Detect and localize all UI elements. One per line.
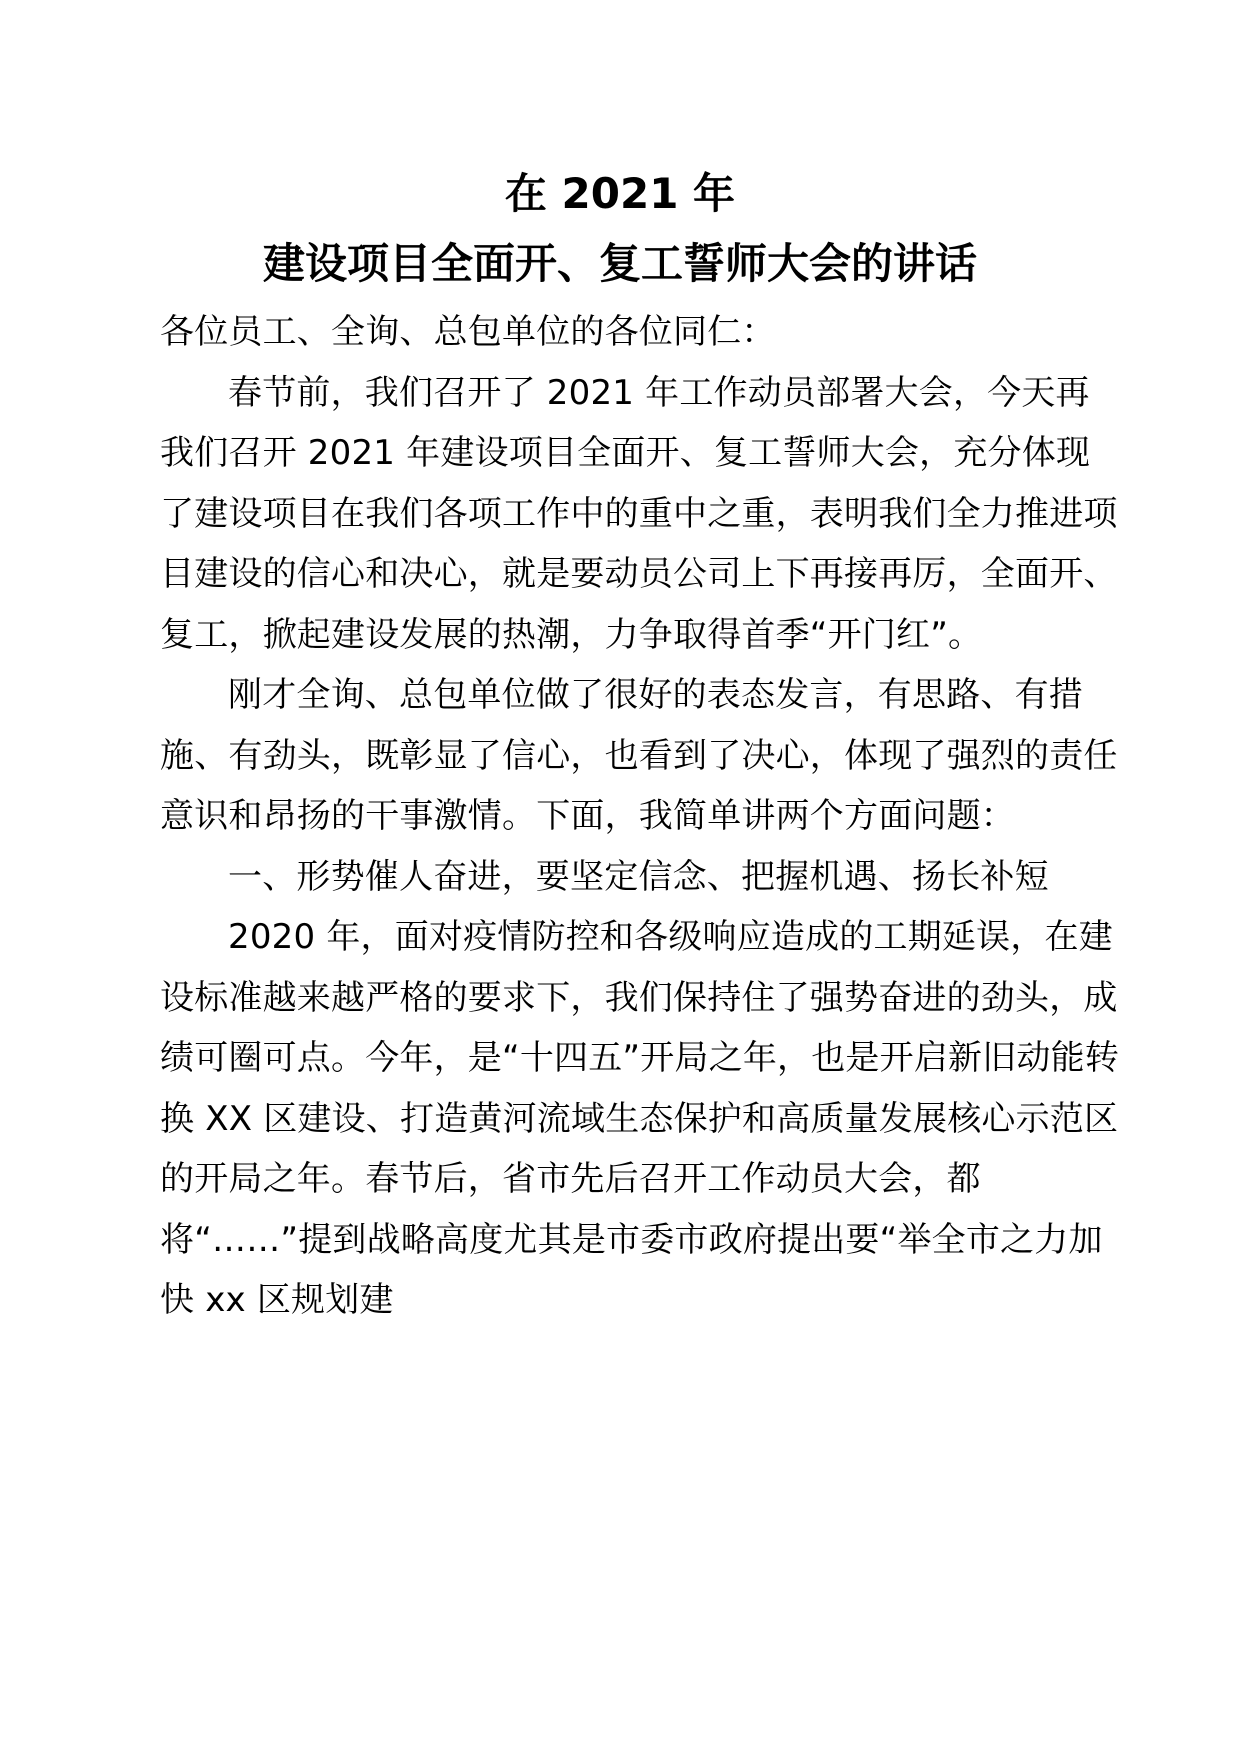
section-heading-1: 一、形势催人奋进，要坚定信念、把握机遇、扬长补短 <box>228 856 1049 897</box>
title-line-1: 在 2021 年 <box>504 169 736 218</box>
document-body <box>160 302 1120 1331</box>
document-title <box>0 166 1240 292</box>
paragraph-2020-review: 2020 年，面对疫情防控和各级响应造成的工期延误，在建设标准越来越严格的要求下，我们保持住了强势奋进的劲头，成绩可圈可点。今年，是“十四五”开局之年，也是开启新旧动能转换 XX 区建设、打造黄河流域生态保护和高质量发展核心示范区的开局之年。春节后，省市先后召开工作动员大会，都将“……”提到战略高度尤其是市委市政府提出要“举全市之力加快 xx 区规划建 <box>160 917 1120 1320</box>
title-line-2: 建设项目全面开、复工誓师大会的讲话 <box>262 239 977 288</box>
paragraph-opening: 春节前，我们召开了 2021 年工作动员部署大会，今天再我们召开 2021 年建设项目全面开、复工誓师大会，充分体现了建设项目在我们各项工作中的重中之重，表明我们全力推进项目建设的信心和决心，就是要动员公司上下再接再厉，全面开、复工，掀起建设发展的热潮，力争取得首季“开门红”。 <box>160 372 1118 655</box>
paragraph-response: 刚才全询、总包单位做了很好的表态发言，有思路、有措施、有劲头，既彰显了信心，也看到了决心，体现了强烈的责任意识和昂扬的干事激情。下面，我简单讲两个方面问题： <box>160 675 1118 836</box>
salutation: 各位员工、全询、总包单位的各位同仁： <box>160 312 776 352</box>
